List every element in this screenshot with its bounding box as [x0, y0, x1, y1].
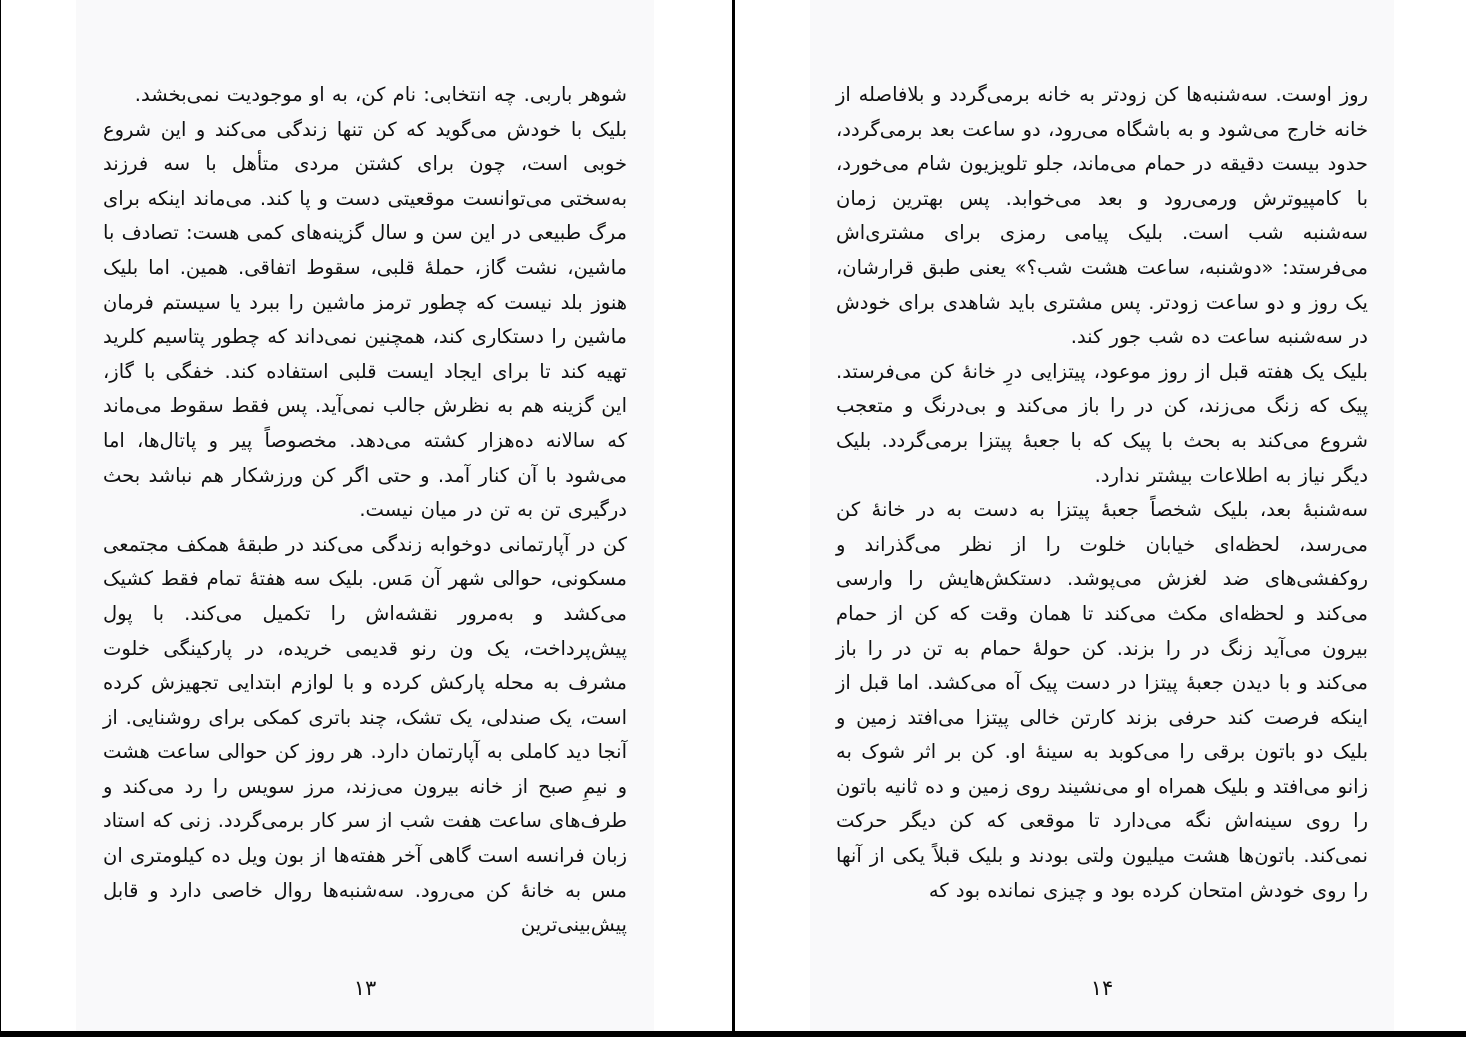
paragraph: شوهر باربی. چه انتخابی: نام کن، به او موجودیت نمی‌بخشد. — [134, 83, 627, 106]
paragraph: بلیک با خودش می‌گوید که کن تنها زندگی می‌کند و این شروع خوبی است، چون برای کشتن مردی متأهل با سه فرزند به‌سختی می‌توانست موقعیتی دست و پا کند. می‌ماند اینکه برای مرگ طبیعی در این سن و سال گزینه‌های کمی هست: تصادف با ماشین، نشت گاز، حملهٔ قلبی، سقوط اتفاقی. همین. اما بلیک هنوز بلد نیست که چطور ترمز ماشین را ببرد یا سیستم فرمان ماشین را دستکاری کند، همچنین نمی‌داند که چطور پتاسیم کلرید تهیه کند تا برای ایجاد ایست قلبی استفاده کند. خفگی با گاز، این گزینه هم به نظرش جالب نمی‌آید. پس فقط سقوط می‌ماند که سالانه ده‌هزار کشته می‌دهد. مخصوصاً پیر و پاتال‌ها، اما می‌شود با آن کنار آمد. و حتی اگر کن ورزشکار هم نباشد بحث درگیری تن به تن در میان نیست. — [103, 117, 627, 522]
bottom-border — [0, 1031, 1466, 1037]
page-number: ۱۴ — [1090, 976, 1114, 1000]
book-gutter — [732, 0, 735, 1037]
right-page — [810, 0, 1394, 1031]
paragraph: روز اوست. سه‌شنبه‌ها کن زودتر به خانه برمی‌گردد و بلافاصله از خانه خارج می‌شود و به باشگاه می‌رود، دو ساعت بعد برمی‌گردد، حدود بیست دقیقه در حمام می‌ماند، جلو تلویزیون شام می‌خورد، با کامپیوترش ورمی‌رود و بعد می‌خوابد. پس بهترین زمان سه‌شنبه شب است. بلیک پیامی رمزی برای مشتری‌اش می‌فرستد: «دوشنبه، ساعت هشت شب؟» یعنی طبق قرارشان، یک روز و دو ساعت زودتر. پس مشتری باید شاهدی برای خودش در سه‌شنبه ساعت ده شب جور کند. — [836, 83, 1368, 349]
left-page-body — [103, 78, 627, 943]
right-page-body — [836, 78, 1368, 908]
left-page — [76, 0, 654, 1031]
page-number: ۱۳ — [353, 976, 377, 1000]
paragraph: سه‌شنبهٔ بعد، بلیک شخصاً جعبهٔ پیتزا به دست به در خانهٔ کن می‌رسد، لحظه‌ای خیابان خلوت را از نظر می‌گذراند و روکفشی‌های ضد لغزش می‌پوشد. دستکش‌هایش را وارسی می‌کند و لحظه‌ای مکث می‌کند تا همان وقت که کن از حمام بیرون می‌آید زنگ در را بزند. کن حولهٔ حمام به تن در را باز می‌کند و با دیدن جعبهٔ پیتزا در دست پیک آه می‌کشد. اما قبل از اینکه فرصت کند حرفی بزند کارتن خالی پیتزا می‌افتد زمین و بلیک دو باتون برقی را می‌کوبد به سینهٔ او. کن بر اثر شوک به زانو می‌افتد و بلیک همراه او می‌نشیند روی زمین و ده ثانیه باتون را روی سینه‌اش نگه می‌دارد تا موقعی که کن دیگر حرکت نمی‌کند. باتون‌ها هشت میلیون ولتی بودند و بلیک قبلاً یکی از آنها را روی خودش امتحان کرده بود و چیزی نمانده بود که — [836, 498, 1368, 902]
paragraph: بلیک یک هفته قبل از روز موعود، پیتزایی درِ خانهٔ کن می‌فرستد. پیک که زنگ می‌زند، کن در را باز می‌کند و بی‌درنگ و متعجب شروع می‌کند به بحث با پیک که با جعبهٔ پیتزا برمی‌گردد. بلیک دیگر نیاز به اطلاعات بیشتر ندارد. — [836, 359, 1368, 487]
paragraph: کن در آپارتمانی دوخوابه زندگی می‌کند در طبقهٔ همکف مجتمعی مسکونی، حوالی شهر آن مَس. بلیک سه هفتهٔ تمام فقط کشیک می‌کشد و به‌مرور نقشه‌اش را تکمیل می‌کند. با پول پیش‌پرداخت، یک ون رنو قدیمی خریده، در پارکینگی خلوت مشرف به محله پارکش کرده و با لوازم ابتدایی تجهیزش کرده است، یک صندلی، یک تشک، چند باتری کمکی برای روشنایی. از آنجا دید کاملی به آپارتمان دارد. هر روز کن حوالی ساعت هشت و نیمِ صبح از خانه بیرون می‌زند، مرز سویس را رد می‌کند و طرف‌های ساعت هفت شب از سر کار برمی‌گردد. زنی که استاد زبان فرانسه است گاهی آخر هفته‌ها از بون ویل ده کیلومتری ان مس به خانهٔ کن می‌رود. سه‌شنبه‌ها روال خاصی دارد و قابل پیش‌بینی‌ترین — [103, 532, 627, 937]
left-border — [0, 0, 1, 1037]
